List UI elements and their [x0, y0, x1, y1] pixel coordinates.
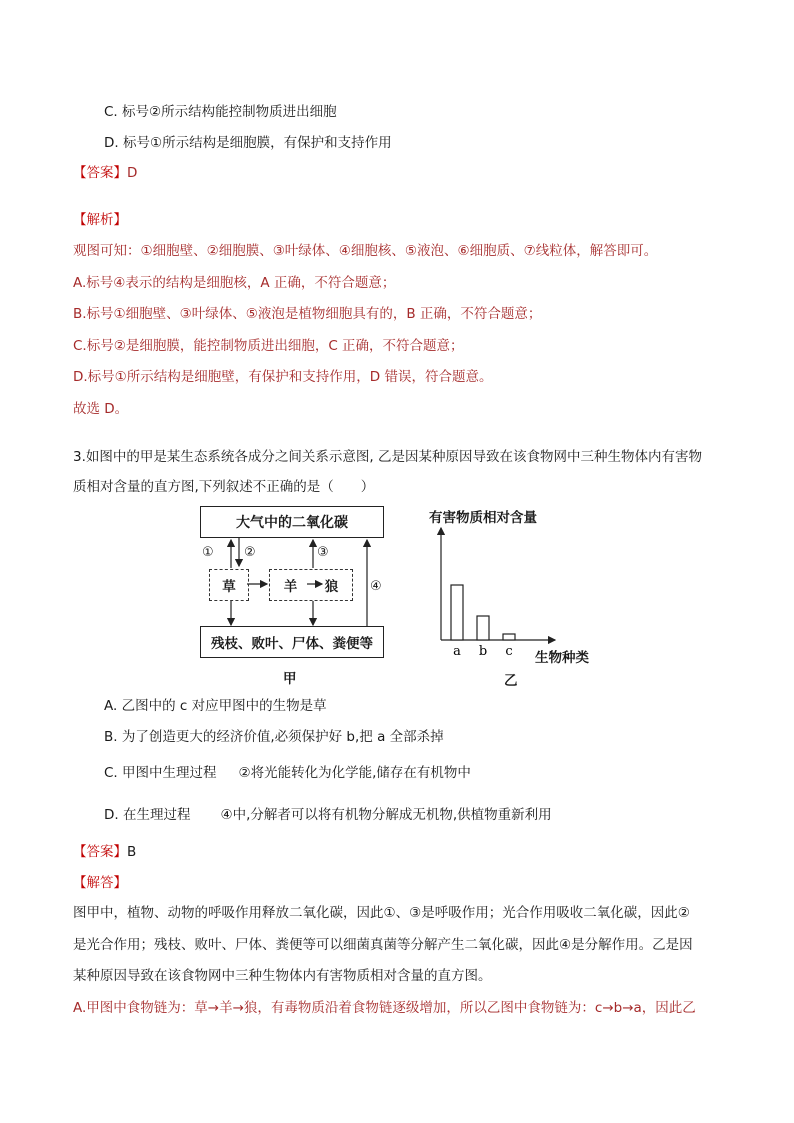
- answer-value: B: [127, 844, 137, 860]
- option-d: D. 标号①所示结构是细胞膜，有保护和支持作用: [104, 135, 392, 151]
- answer-line: [73, 163, 137, 183]
- process-3-label: ③: [317, 545, 329, 560]
- answer-value: D: [127, 165, 138, 181]
- solution-line: 某种原因导致在该食物网中三种生物体内有害物质相对含量的直方图。: [73, 968, 492, 984]
- chart-plot: [425, 524, 625, 684]
- analysis-line: 故选 D。: [73, 401, 129, 417]
- option-c-mark: ②: [238, 765, 251, 781]
- option-d-suffix: 中,分解者可以将有机物分解成无机物,供植物重新利用: [232, 807, 552, 823]
- bar-b: [477, 616, 489, 640]
- analysis-line: B.标号①细胞壁、③叶绿体、⑤液泡是植物细胞具有的，B 正确，不符合题意；: [73, 306, 542, 322]
- analysis-line: C.标号②是细胞膜，能控制物质进出细胞，C 正确，不符合题意；: [73, 338, 464, 354]
- option-b: B. 为了创造更大的经济价值,必须保护好 b,把 a 全部杀掉: [104, 729, 444, 745]
- tick-label-b: b: [478, 644, 488, 659]
- residue-box: 残枝、败叶、尸体、粪便等: [200, 626, 384, 658]
- question-stem: 3.如图中的甲是某生态系统各成分之间关系示意图, 乙是因某种原因导致在该食物网中三种生物体内有害物: [73, 449, 702, 465]
- analysis-line: A.标号④表示的结构是细胞核，A 正确，不符合题意；: [73, 275, 396, 291]
- process-4-label: ④: [370, 579, 382, 594]
- option-c-suffix: 将光能转化为化学能,储存在有机物中: [250, 765, 471, 781]
- solution-heading: 【解答】: [73, 875, 127, 891]
- process-1-label: ①: [202, 545, 214, 560]
- answer-tag: 【答案】: [73, 165, 127, 181]
- bar-a: [451, 585, 463, 640]
- option-c-prefix: C. 甲图中生理过程: [104, 765, 217, 781]
- analysis-line: 观图可知：①细胞壁、②细胞膜、③叶绿体、④细胞核、⑤液泡、⑥细胞质、⑦线粒体，解答即可。: [73, 243, 658, 259]
- answer-line: [73, 842, 136, 862]
- wolf-label: 狼: [324, 579, 339, 595]
- tick-label-a: a: [453, 644, 461, 659]
- answer-tag: 【答案】: [73, 844, 127, 860]
- option-d: [104, 805, 552, 825]
- question-stem: 质相对含量的直方图,下列叙述不正确的是（ ）: [73, 479, 375, 495]
- option-a: A. 乙图中的 c 对应甲图中的生物是草: [104, 698, 327, 714]
- solution-line: 是光合作用；残枝、败叶、尸体、粪便等可以细菌真菌等分解产生二氧化碳，因此④是分解作用。乙是因: [73, 937, 693, 953]
- option-c: C. 标号②所示结构能控制物质进出细胞: [104, 104, 337, 120]
- consumers-box: [269, 569, 353, 601]
- analysis-line: D.标号①所示结构是细胞壁，有保护和支持作用，D 错误，符合题意。: [73, 369, 493, 385]
- ecosystem-diagram: [195, 504, 395, 689]
- harmful-substance-chart: [425, 504, 625, 689]
- chart-caption-yi: 乙: [504, 673, 518, 689]
- analysis-heading: 【解析】: [73, 212, 127, 228]
- grass-box: 草: [209, 569, 249, 601]
- atmosphere-co2-box: 大气中的二氧化碳: [200, 506, 384, 538]
- option-c: [104, 763, 471, 783]
- option-d-mark: ④: [220, 807, 233, 823]
- solution-line: 图甲中，植物、动物的呼吸作用释放二氧化碳，因此①、③是呼吸作用；光合作用吸收二氧化碳，因此②: [73, 905, 690, 921]
- sheep-label: 羊: [283, 579, 298, 595]
- chart-ylabel: 有害物质相对含量: [429, 510, 537, 526]
- diagram-caption-jia: 甲: [283, 671, 297, 687]
- bar-c: [503, 634, 515, 640]
- solution-line: A.甲图中食物链为：草→羊→狼，有毒物质沿着食物链逐级增加，所以乙图中食物链为：c→b→a，因此乙: [73, 1000, 696, 1016]
- chart-xlabel: 生物种类: [535, 650, 589, 666]
- option-d-prefix: D. 在生理过程: [104, 807, 191, 823]
- process-2-label: ②: [244, 545, 256, 560]
- tick-label-c: c: [505, 644, 513, 659]
